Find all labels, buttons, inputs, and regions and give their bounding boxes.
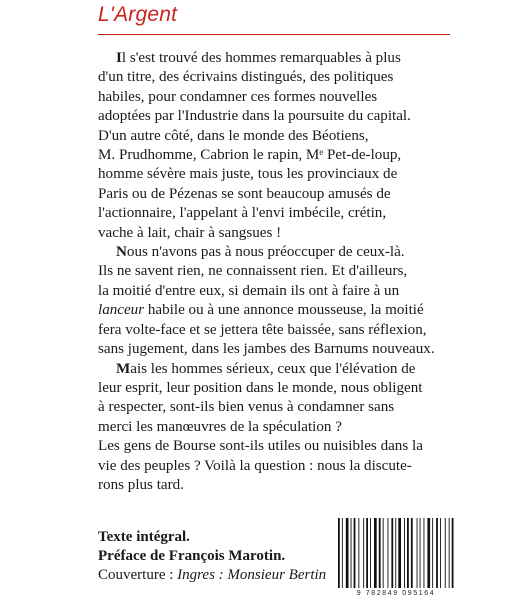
- title-divider: [98, 34, 450, 35]
- isbn-barcode: [336, 518, 456, 600]
- text-line: Il s'est trouvé des hommes remarquables à plus: [116, 50, 401, 66]
- text-line: à respecter, sont-ils bien venus à condamner sans: [98, 399, 395, 416]
- text-line: vie des peuples ? Voilà la question : nous la discute-: [98, 457, 412, 474]
- barcode-bar: [342, 518, 343, 588]
- text-line: M. Prudhomme, Cabrion le rapin, Mᵉ Pet-de-loup,: [98, 147, 402, 164]
- barcode-bar: [449, 518, 450, 588]
- text-line: Ils ne savent rien, ne connaissent rien. Et d'ailleurs,: [98, 263, 408, 280]
- barcode-bar: [363, 518, 364, 588]
- barcode-digits: 9 782849 095164: [356, 590, 436, 597]
- text-line: fera volte-face et se jettera tête baissée, sans réflexion,: [98, 321, 427, 338]
- barcode-bar: [383, 518, 384, 588]
- text-line: la moitié d'entre eux, si demain ils ont à faire à un: [98, 282, 400, 299]
- barcode-bar: [374, 518, 377, 588]
- barcode-bar: [351, 518, 352, 588]
- edition-credits: [98, 528, 327, 585]
- barcode-bar: [395, 518, 396, 588]
- text-line: homme sévère mais juste, tous les provinciaux de: [98, 166, 398, 183]
- cover-credit-label: Couverture :: [98, 567, 178, 583]
- preface-credit: Préface de François Marotin.: [98, 548, 286, 564]
- text-line: merci les manœuvres de la spéculation ?: [98, 418, 342, 435]
- back-cover-excerpt: [98, 49, 458, 495]
- text-line: vache à lait, chair à sangsues !: [98, 224, 282, 241]
- paragraph-3: [98, 360, 458, 496]
- barcode-bar: [411, 518, 413, 588]
- barcode-bar: [366, 518, 368, 588]
- text-line: sans jugement, dans les jambes des Barnums nouveaux.: [98, 341, 435, 358]
- barcode-bar: [358, 518, 359, 588]
- barcode-bar: [440, 518, 441, 588]
- cover-credit: [98, 566, 327, 585]
- barcode-bar: [398, 518, 401, 588]
- barcode-bar: [338, 518, 340, 588]
- barcode-bar: [452, 518, 454, 588]
- barcode-bar: [354, 518, 356, 588]
- paragraph-1: [98, 49, 458, 243]
- text-line: Nous n'avons pas à nous préoccuper de ceux-là.: [116, 244, 405, 261]
- barcode-bar: [407, 518, 409, 588]
- text-line: d'un titre, des écrivains distingués, des politiques: [98, 69, 394, 86]
- book-title: L'Argent: [98, 3, 178, 26]
- text-line: Les gens de Bourse sont-ils utiles ou nuisibles dans la: [98, 438, 423, 455]
- text-line: Mais les hommes sérieux, ceux que l'élévation de: [116, 360, 416, 377]
- barcode-bar: [427, 518, 430, 588]
- full-text-note: Texte intégral.: [98, 529, 190, 545]
- barcode-bar: [420, 518, 421, 588]
- text-line: l'actionnaire, l'appelant à l'envi imbécile, crétin,: [98, 205, 387, 222]
- barcode-bar: [404, 518, 405, 588]
- text-line: Paris ou de Pézenas se sont beaucoup amusés de: [98, 185, 391, 202]
- text-line-lanceur: lanceur habile ou à une annonce mousseuse, la moitié: [98, 302, 424, 319]
- text-line: D'un autre côté, dans le monde des Béotiens,: [98, 127, 369, 144]
- barcode-bar: [424, 518, 425, 588]
- barcode-bar: [391, 518, 393, 588]
- text-line: leur esprit, leur position dans le monde, nous obligent: [98, 379, 423, 396]
- barcode-bars: [336, 518, 456, 588]
- barcode-bar: [445, 518, 446, 588]
- barcode-bar: [417, 518, 418, 588]
- text-line: habiles, pour condamner ces formes nouvelles: [98, 88, 378, 105]
- text-line: adoptées par l'Industrie dans la poursuite du capital.: [98, 108, 411, 125]
- barcode-bar: [346, 518, 349, 588]
- barcode-bar: [370, 518, 371, 588]
- cover-credit-artwork: Ingres : Monsieur Bertin: [177, 567, 327, 583]
- barcode-bar: [379, 518, 381, 588]
- text-line: rons plus tard.: [98, 476, 184, 493]
- barcode-bar: [388, 518, 389, 588]
- barcode-bar: [432, 518, 433, 588]
- paragraph-2: [98, 243, 458, 359]
- barcode-bar: [436, 518, 438, 588]
